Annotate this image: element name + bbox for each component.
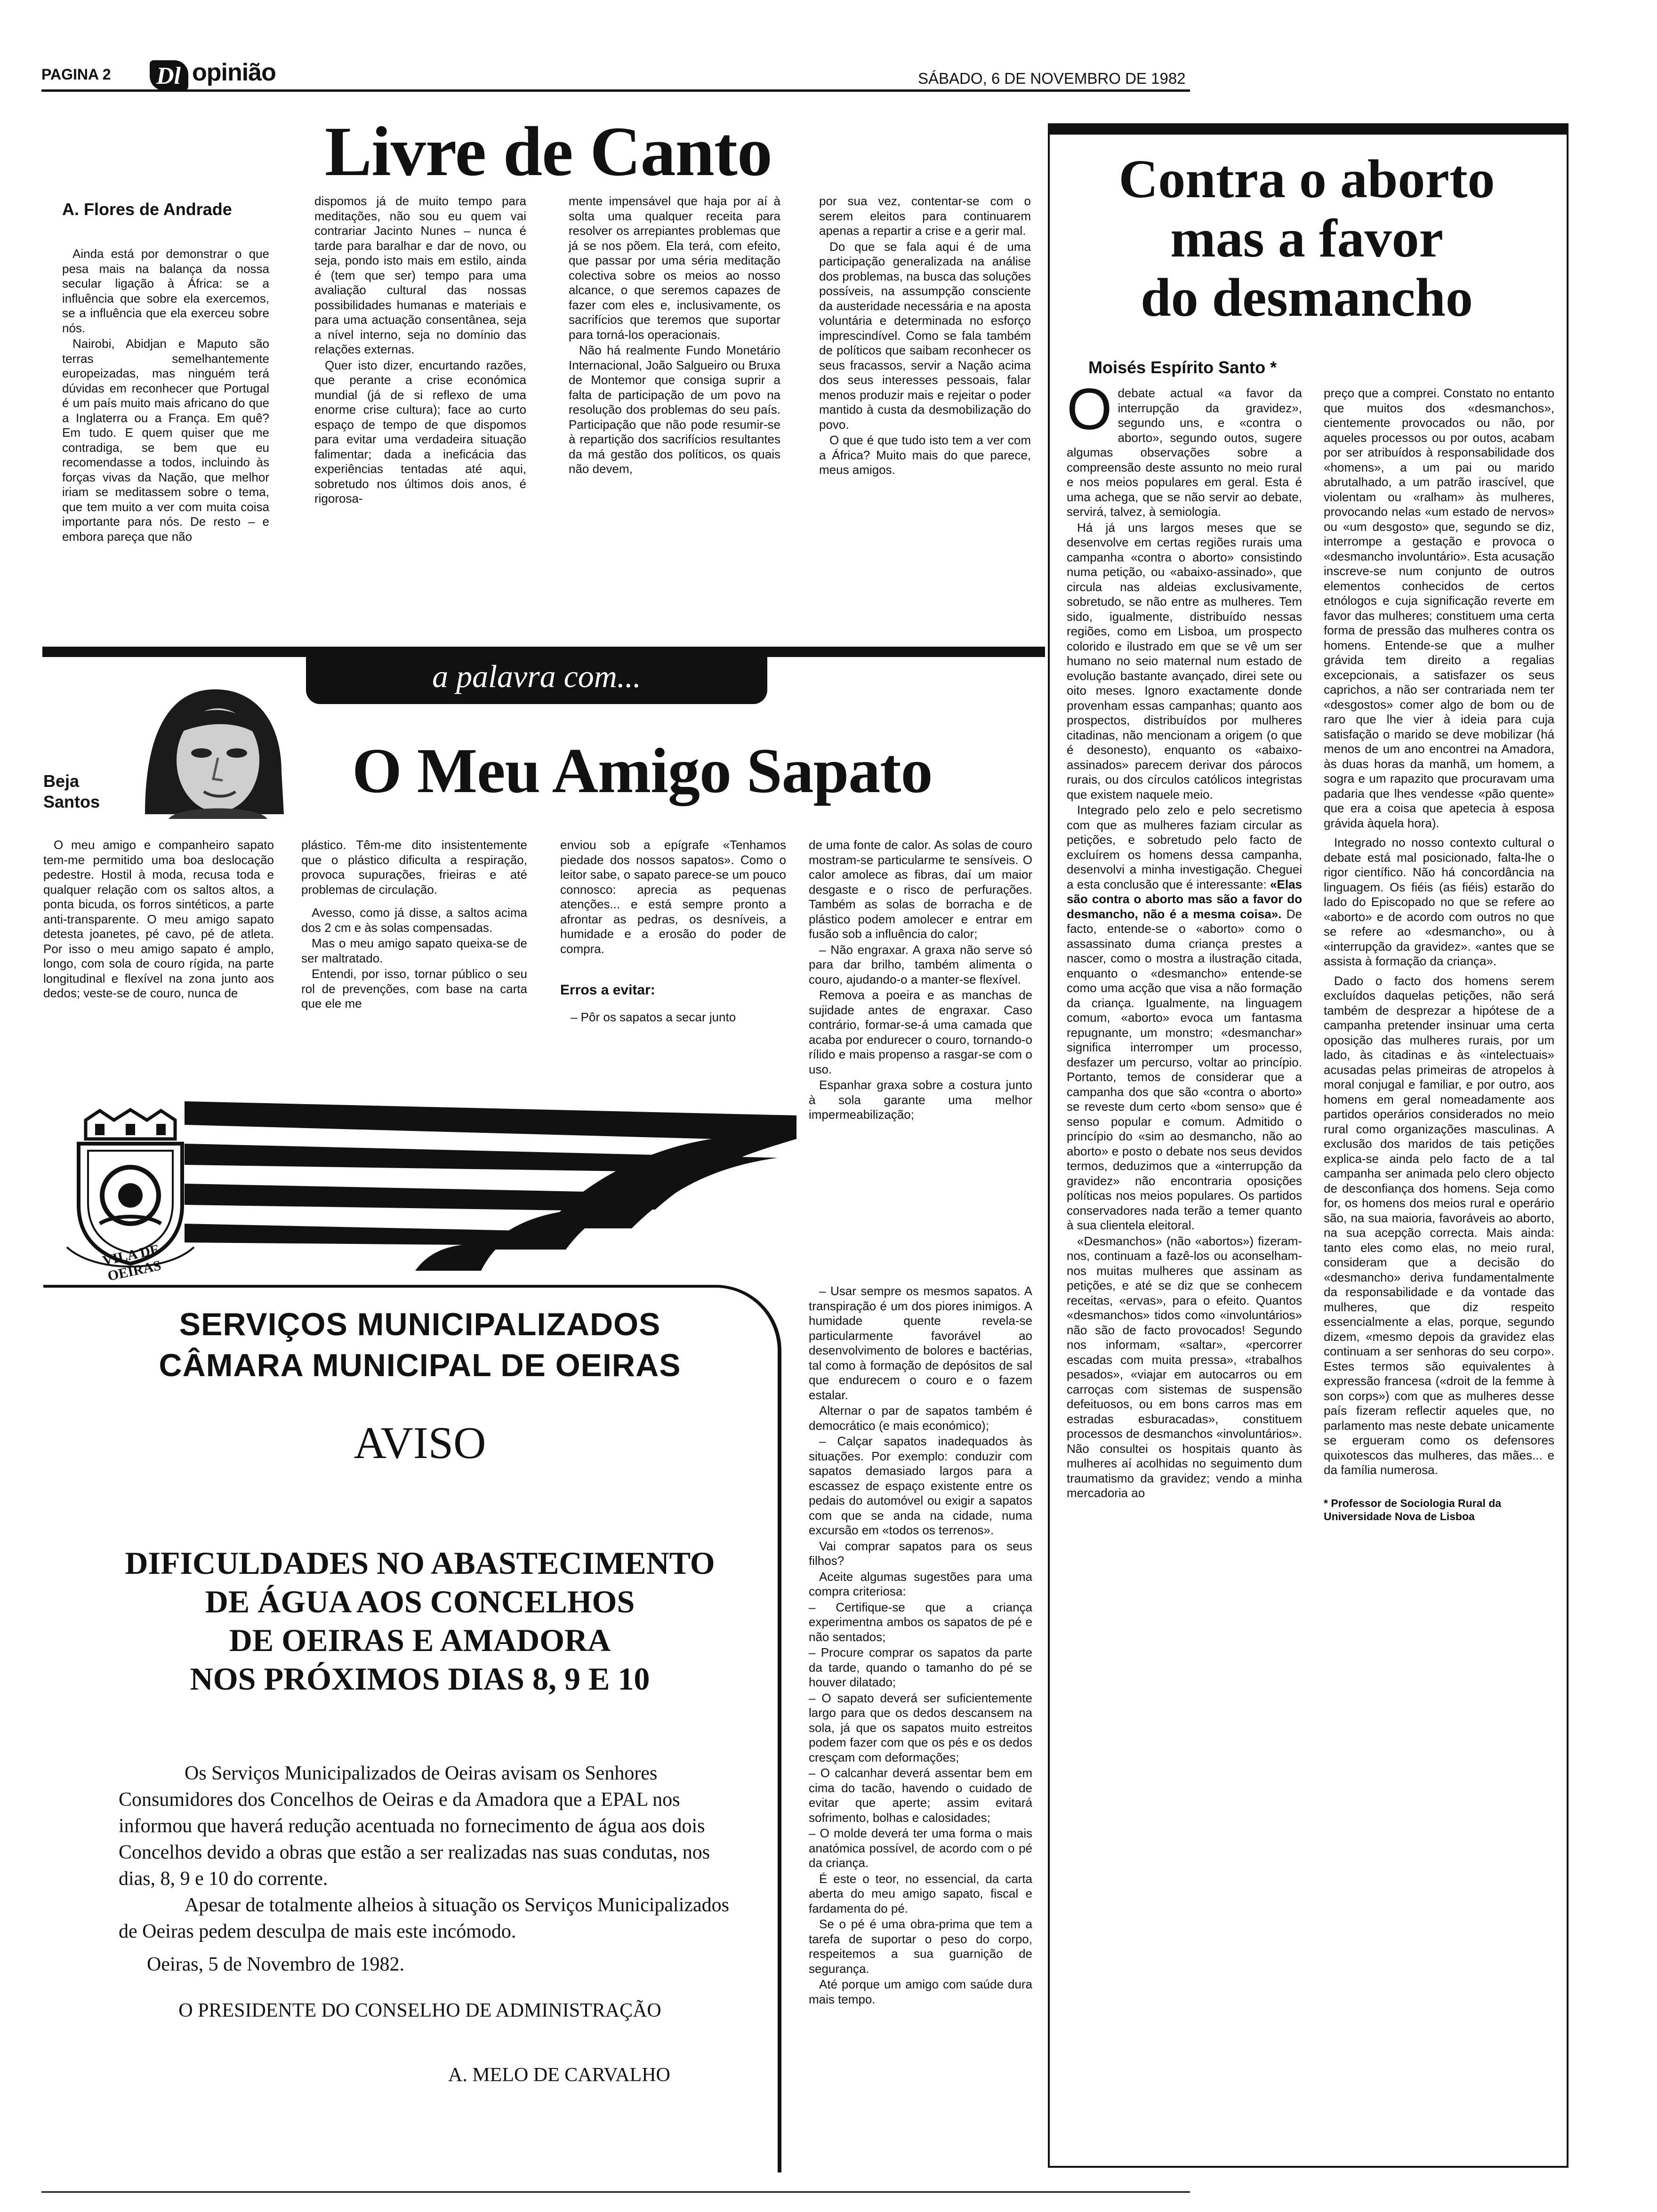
header-rule xyxy=(41,89,1190,92)
logo-mark-icon: Dl xyxy=(156,63,181,89)
issue-date: SÁBADO, 6 DE NOVEMBRO DE 1982 xyxy=(918,70,1186,87)
aviso-headline-line: NOS PRÓXIMOS DIAS 8, 9 E 10 xyxy=(190,1661,650,1697)
paragraph: «Desmanchos» (não «abortos») fizeram-nos, continuam a fazê-los ou aconselham-nos muitas mulheres que assinam as petições, e até se diz que se conhecem receitas, «ervas», para o efeito. Quantos «desmanchos» tidos como «involuntários» não são de facto provocados! Segundo nos informam, «saltar», «percorrer escadas com muita pressa», «trabalhos pesados», «viajar em autocarros ou em carroças com sistemas de suspensão defeituosos, ou em bons carros mas em estradas esburacadas», constituem processos de desmanchos «involuntários». Não consultei os hospitais quanto às mulheres aí acolhidas no seguimento dum traumatismo da gravidez; vendo a minha mercadoria ao xyxy=(1067,1234,1302,1500)
paragraph: – Calçar sapatos inadequados às situações. Por exemplo: conduzir com sapatos demasiado largos para a escassez de espaço existente entre os pedais do automóvel ou exigir a sapatos com que se anda na cidade, numa excursão em «todos os terrenos». xyxy=(809,1434,1032,1537)
page-label: PAGINA 2 xyxy=(41,66,111,83)
paragraph: – Pôr os sapatos a secar junto xyxy=(571,1010,736,1024)
paragraph: Remova a poeira e as manchas de sujidade antes de engraxar. Caso contrário, formar-se-á uma camada que acaba por endurecer o couro, tornando-o rílido e mais propenso a rasgar-se com o uso. xyxy=(809,988,1032,1076)
aviso-signoff: O PRESIDENTE DO CONSELHO DE ADMINISTRAÇÃO xyxy=(178,2000,661,2021)
kicker-text: a palavra com... xyxy=(432,658,641,694)
paragraph: Alternar o par de sapatos também é democrático (e mais económico); xyxy=(809,1403,1032,1433)
title-line: mas a favor xyxy=(1170,208,1443,269)
paragraph: Espanhar graxa sobre a costura junto à sola garante uma melhor impermeabilização; xyxy=(809,1078,1032,1122)
article-title-livre: Livre de Canto xyxy=(325,112,772,191)
section-name: opinião xyxy=(192,59,276,86)
aviso-paragraph: Apesar de totalmente alheios à situação os Serviços Municipalizados de Oeiras pedem desculpa de mais este incómodo. xyxy=(119,1894,729,1942)
paragraph: Vai comprar sapatos para os seus filhos? xyxy=(809,1539,1032,1568)
paragraph: – Certifique-se que a criança experimentna ambos os sapatos de pé e não sentados; xyxy=(809,1600,1032,1644)
paragraph: Mas o meu amigo sapato queixa-se de ser maltratado. xyxy=(301,936,527,965)
footnote: * Professor de Sociologia Rural da Universidade Nova de Lisboa xyxy=(1324,1497,1502,1523)
article-body-livre-col1 xyxy=(62,247,269,544)
paragraph: Dado o facto dos homens serem excluídos daquelas petições, não será também de desprezar a hipótese de a campanha pretender insinuar uma certa oposição das mulheres rurais, por um lado, às citadinas e às «intelectuais» acusadas pelas primeiras de atropelos à moral conjugal e familiar, e por outro, aos homens em geral nomeadamente aos partidos operários considerados no meio rural como organizações masculinas. A exclusão dos maridos de tais petições explica-se ainda pelo facto de a tal campanha ser animada pelo clero objecto de desconfiança dos homens. Seja como for, os homens dos meios rural e operário são, na sua maioria, favoráveis ao aborto, na sua acepção correcta. Mais ainda: tanto eles como elas, no meio rural, consideram que a decisão do «desmancho» deriva fundamentalmente da responsabilidade e da vontade das mulheres, que diz respeito essencialmente a elas, porque, segundo dizem, «mesmo depois da gravidez elas continuam a ser senhoras do seu corpo». Estes termos são equivalentes à expressão francesa («droit de la femme à son corps») com que as mulheres desse país fizeram reflectir aqueles que, no parlamento mas neste debate unicamente se ergueram como os defensores quixotescos das mulheres, das mães... e da família numerosa. xyxy=(1324,973,1554,1477)
paragraph: dispomos já de muito tempo para meditações, não sou eu quem vai contrariar Jacinto Nunes – nunca é tarde para baralhar e dar de novo, ou seja, pondo isto mais em estilo, ainda é (tem que ser) tempo para uma avaliação cultural das nossas possibilidades humanas e materiais e para uma actuação consentânea, seja a nível interno, seja no domínio das relações externas. xyxy=(314,194,526,356)
article-body-sapato-col4b xyxy=(809,1284,1032,2007)
article-title-sapato: O Meu Amigo Sapato xyxy=(352,736,933,806)
article-body-aborto-col1 xyxy=(1067,377,1302,1501)
section-logo xyxy=(150,60,188,90)
article-body-sapato-col2 xyxy=(301,838,527,1011)
aviso-ad xyxy=(43,1087,796,2170)
paragraph: Há já uns largos meses que se desenvolve em certas regiões rurais uma campanha «contra o aborto» consistindo numa petição, ou «abaixo-assinado», que circula nas aldeias exclusivamente, sobretudo, se não entre as mulheres. Tem sido, igualmente, distribuído nessas regiões, como em Lisboa, um prospecto colorido e ilustrado em que se vê um ser humano no seio maternal num estado de evolução bastante avançado, direi sete ou oito meses. Ignoro exactamente donde provenham essas campanhas; quanto aos prospectos, distribuídos por mulheres citadinas, não mencionam a origem (o que é desonesto), enquanto os «abaixo-assinados» parecem derivar dos párocos rurais, ou dos círculos católicos integristas que existem naquele meio. xyxy=(1067,520,1302,801)
page-bottom-rule xyxy=(41,2191,1190,2193)
aviso-paragraph: Os Serviços Municipalizados de Oeiras avisam os Senhores Consumidores dos Concelhos de Oeiras e da Amadora que a EPAL nos informou que haverá redução acentuada no fornecimento de água aos dois Concelhos devido a obras que estão a ser realizadas nas suas condutas, nos dias, 8, 9 e 10 do corrente. xyxy=(119,1763,710,1890)
quote-bold: «Elas são contra o aborto mas são a favor do desmancho, não é a mesma coisa». xyxy=(1067,877,1302,921)
aviso-body xyxy=(119,1760,745,1945)
title-line: Contra o aborto xyxy=(1118,149,1495,209)
article-title-aborto xyxy=(1048,150,1566,328)
drop-cap: O xyxy=(1067,377,1112,442)
portrait-photo xyxy=(126,664,296,821)
oeiras-seal xyxy=(57,1106,203,1284)
paragraph: Do que se fala aqui é de uma participação generalizada na análise dos problemas, na busca das soluções possíveis, na assumpção consciente da austeridade necessária e na aposta voluntária e determinada no esforço imprescindível. Como se fala também de políticos que saibam reconhecer os seus fracassos, servir a Nação acima dos seus interesses pessoais, falar menos produzir mais e rejeitar o poder mantido à custa da desmobilização do povo. xyxy=(819,239,1031,432)
paragraph: Avesso, como já disse, a saltos acima dos 2 cm e às solas compensadas. xyxy=(301,906,527,935)
paragraph: Nairobi, Abidjan e Maputo são terras semelhantemente europeizadas, mas ninguém terá dúvidas em reconhecer que Portugal é um país muito mais africano do que a Inglaterra ou a França. Em quê? Em tudo. E quem quiser que me contradiga, se bem que eu recomendasse a todos, incluindo às forças vivas da Nação, que melhor iriam se meditassem sobre o tema, que tem muito a ver com muita coisa importante para nós. De resto – e embora pareça que não xyxy=(62,337,269,544)
paragraph: de uma fonte de calor. As solas de couro mostram-se particularme te sensíveis. O calor amolece as fibras, daí um maior desgaste e o risco de perfurações. Também as solas de borracha e de plástico podem amolecer e entrar em fusão sob a influência do calor; xyxy=(809,838,1032,941)
paragraph-text: debate actual «a favor da interrupção da gravidez», segundo uns, e «contra o aborto», segundo outos, sugere algumas observações sobre a compreensão deste assunto no meio rural e nos meios populares em geral. Esta é uma achega, que se não servir ao debate, servirá, talvez, à semiologia. xyxy=(1067,386,1302,519)
article-body-aborto-col2 xyxy=(1324,386,1554,1523)
kicker-banner xyxy=(306,647,767,704)
aviso-place-date: Oeiras, 5 de Novembro de 1982. xyxy=(147,1954,405,1975)
paragraph: Aceite algumas sugestões para uma compra criteriosa: xyxy=(809,1569,1032,1598)
article-body-sapato-col1 xyxy=(43,838,274,1001)
paragraph: Quer isto dizer, encurtando razões, que perante a crise económica mundial (já de si reflexo de uma enorme crise cultura); face ao curto espaço de tempo de que dispomos para evitar uma verdadeira situação falimentar; dada a ineficácia das experiências tentadas até aqui, sobretudo nos últimos dois anos, é rigorosa- xyxy=(314,358,526,505)
errors-heading: Erros a evitar: xyxy=(560,982,655,998)
aviso-title: AVISO xyxy=(354,1418,486,1468)
paragraph: – Usar sempre os mesmos sapatos. A transpiração é um dos piores inimigos. A humidade quente revela-se particularmente favorável ao desenvolvimento de bolores e bactérias, tal como à formação de depósitos de sal que endurecem o couro e o fazem estalar. xyxy=(809,1284,1032,1402)
aborto-top-bar xyxy=(1048,123,1569,135)
article-author-aborto: Moisés Espírito Santo * xyxy=(1088,358,1277,377)
aviso-signature: A. MELO DE CARVALHO xyxy=(448,2064,670,2086)
paragraph: Ainda está por demonstrar o que pesa mais na balança da nossa secular ligação à África: se a influência que sobre ela exercemos, se a influência que ela exerceu sobre nós. xyxy=(62,247,269,335)
paragraph: Integrado no nosso contexto cultural o debate está mal posicionado, falta-lhe o rigor científico. Não há concordância na linguagem. Os fiéis (as fiéis) estarão do lado do Episcopado no que se refere ao «aborto» e de acordo com outros no que se refere ao «desmancho», ou à «interrupção da gravidez». «antes que se assista à formação da criança». xyxy=(1324,835,1554,968)
aviso-org-1: SERVIÇOS MUNICIPALIZADOS xyxy=(179,1306,661,1342)
paragraph: – O molde deverá ter uma forma o mais anatómica possível, de acordo com o pé da criança. xyxy=(809,1826,1032,1870)
paragraph: – O sapato deverá ser suficientemente largo para que os dedos descansem na sola, já que os sapatos muito estreitos podem fazer com que os pés e os dedos cresçam com deformações; xyxy=(809,1691,1032,1764)
paragraph: preço que a comprei. Constato no entanto que muitos dos «desmanchos», cientemente provocados ou não, por aqueles processos ou por outos, acabam por ser atribuídos à responsabilidade dos «homens», a um pai ou marido abrutalhado, a um patrão irascível, que violentam ou «ralham» às mulheres, provocando nelas «um estado de nervos» ou «um desgosto» que, segundo se diz, interrompe a gestação e provoca o «desmancho involuntário». Esta acusação inscreve-se num conjunto de outros elementos conhecidos de certos etnólogos e cuja significação reverte em favor das mulheres; constituem uma certa forma de pressão das mulheres contra os homens. Entende-se que a mulher grávida tem direito a regalias excepcionais, a satisfazer os seus caprichos, a não ser contrariada nem ter «desgostos» comer algo de bom ou de raro que lhe vier à ideia para cuja satisfação o marido se deve mobilizar (há menos de um ano encontrei na Amadora, às duas horas da manhã, um homem, a sogra e um rapazito que procuravam uma padaria que lhes vendesse «pão quente» que era a coisa que apetecia à esposa grávida àquela hora). xyxy=(1324,386,1554,830)
paragraph xyxy=(1067,377,1302,520)
aviso-headline xyxy=(43,1544,796,1698)
article-body-livre-col3 xyxy=(569,194,780,477)
paragraph xyxy=(1067,803,1302,1233)
paragraph: O meu amigo e companheiro sapato tem-me permitido uma boa deslocação pedestre. Hostil à moda, recusa toda e qualquer relação com os saltos altos, a ponta bicuda, os forros sintéticos, a parte anti-transparente. O meu amigo sapato detesta joanetes, pé cavo, pé de atleta. Por isso o meu amigo sapato é amplo, longo, com sola de couro rígida, na parte longitudinal e flexível na zona junto aos dedos; veste-se de couro, nunca de xyxy=(43,838,274,1000)
paragraph: Se o pé é uma obra-prima que tem a tarefa de suportar o peso do corpo, respeitemos a sua guarnição de segurança. xyxy=(809,1917,1032,1976)
article-body-livre-col4 xyxy=(819,194,1031,478)
aviso-headline-line: DE OEIRAS E AMADORA xyxy=(229,1622,611,1658)
author-photo xyxy=(126,664,296,821)
aviso-org-2: CÂMARA MUNICIPAL DE OEIRAS xyxy=(159,1347,681,1383)
paragraph: mente impensável que haja por aí à solta uma qualquer receita para resolver os arrepiantes problemas que já se nos põem. Ela terá, com efeito, que passar por uma séria meditação colectiva sobre os meios ao nosso alcance, o que seremos capazes de fazer com eles e, inclusivamente, os sacrifícios que teremos que suportar para torná-los operacionais. xyxy=(569,194,780,342)
paragraph: O que é que tudo isto tem a ver com a África? Muito mais do que parece, meus amigos. xyxy=(819,433,1031,477)
paragraph: – O calcanhar deverá assentar bem em cima do tacão, havendo o cuidado de evitar que aperte; assim evitará sofrimento, bolhas e calosidades; xyxy=(809,1766,1032,1825)
paragraph: plástico. Têm-me dito insistentemente que o plástico dificulta a respiração, provoca supurações, frieiras e até problemas de circulação. xyxy=(301,838,527,897)
article-author-palavra: Beja Santos xyxy=(43,771,100,811)
paragraph: enviou sob a epígrafe «Tenhamos piedade dos nossos sapatos». Como o leitor sabe, o sapato parece-se um pouco connosco: aprecia as pequenas atenções... e está sempre pronto a afrontar as pedras, os desníveis, a humidade e a erosão do poder de compra. xyxy=(560,838,786,956)
aviso-headline-line: DE ÁGUA AOS CONCELHOS xyxy=(205,1584,635,1619)
paragraph-text: Integrado pelo zelo e pelo secretismo com que as mulheres faziam circular as petições, e sobretudo pelo facto de excluírem os homens dessa campanha, desenvolvi a minha investigação. Cheguei a esta conclusão que é interessante: xyxy=(1067,803,1302,891)
paragraph: Entendi, por isso, tornar público o seu rol de prevenções, com base na carta que ele me xyxy=(301,967,527,1010)
title-line: do desmancho xyxy=(1141,268,1473,328)
article-body-sapato-col3 xyxy=(560,838,786,1025)
paragraph-text: De facto, entende-se o «aborto» como o assassinato duma criança prestes a nascer, como o mostra a ilustração citada, enquanto o «desmancho» entende-se como uma acção que visa a não formação da criança. Igualmente, na linguagem comum, «aborto» evoca um fantasma repugnante, um monstro; «desmanchar» significa interromper um processo, desfazer um percurso, voltar ao princípio. Portanto, temos de considerar que a campanha dos que são «contra o aborto» se reveste dum certo «bom senso» que é senso popular e comum. Admitido o princípio do «sim ao desmancho, não ao aborto» e posto o debate nos seus devidos termos, deduzimos que a «interrupção da gravidez» não encontraria oposições políticas nos meios populares. Os partidos conservadores nada terão a temer quanto à sua clientela eleitoral. xyxy=(1067,906,1302,1232)
paragraph: Até porque um amigo com saúde dura mais tempo. xyxy=(809,1977,1032,2006)
article-body-sapato-col4 xyxy=(809,838,1032,1122)
article-body-livre-col2 xyxy=(314,194,526,506)
paragraph: Não há realmente Fundo Monetário Internacional, João Salgueiro ou Bruxa de Montemor que consiga suprir a falta de participação de um povo na resolução dos problemas do seu país. Participação que não pode resumir-se à repartição dos sacrifícios resultantes da má gestão dos políticos, os quais não devem, xyxy=(569,343,780,476)
paragraph: por sua vez, contentar-se com o serem eleitos para continuarem apenas a repartir a crise e a gerir mal. xyxy=(819,194,1031,238)
aviso-headline-line: DIFICULDADES NO ABASTECIMENTO xyxy=(125,1545,715,1581)
article-author-livre: A. Flores de Andrade xyxy=(62,200,232,219)
paragraph: – Procure comprar os sapatos da parte da tarde, quando o tamanho do pé se houver dilatado; xyxy=(809,1645,1032,1689)
seal-text: VILA DE OEIRAS xyxy=(101,1242,163,1284)
paragraph: – Não engraxar. A graxa não serve só para dar brilho, também alimenta o couro, ajudando-o a manter-se flexível. xyxy=(809,942,1032,986)
paragraph: É este o teor, no essencial, da carta aberta do meu amigo sapato, fiscal e fardamenta do pé. xyxy=(809,1871,1032,1915)
